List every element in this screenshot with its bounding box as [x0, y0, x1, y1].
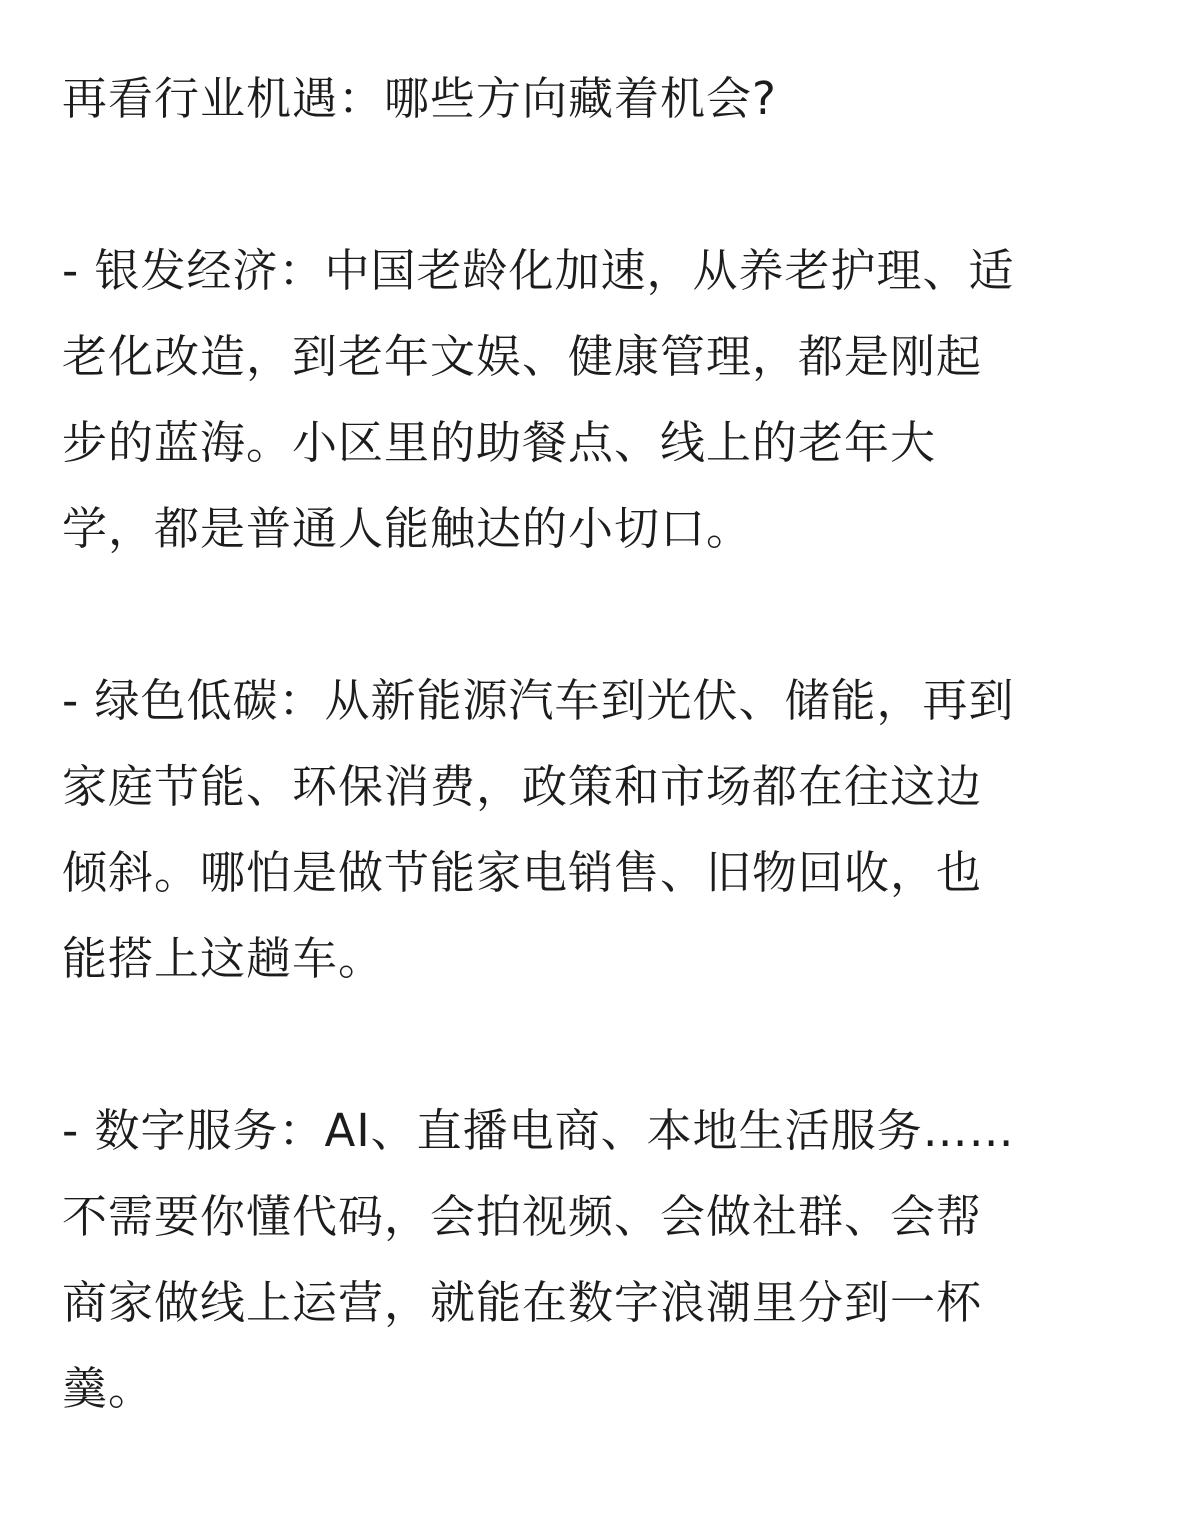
- paragraph-green-low-carbon: - 绿色低碳：从新能源汽车到光伏、储能，再到 家庭节能、环保消费，政策和市场都在往这边 倾斜。哪怕是做节能家电销售、旧物回收，也 能搭上这趟车。: [62, 674, 1015, 985]
- paragraph-digital-services: - 数字服务：AI、直播电商、本地生活服务…… 不需要你懂代码，会拍视频、会做社群、会帮 商家做线上运营，就能在数字浪潮里分到一杯 羹。: [62, 1104, 1015, 1415]
- section-heading: 再看行业机遇：哪些方向藏着机会?: [62, 72, 777, 125]
- article-body: [62, 56, 1122, 1518]
- paragraph-silver-economy: - 银发经济：中国老龄化加速，从养老护理、适 老化改造，到老年文娱、健康管理，都是刚起 步的蓝海。小区里的助餐点、线上的老年大 学，都是普通人能触达的小切口。: [62, 244, 1015, 555]
